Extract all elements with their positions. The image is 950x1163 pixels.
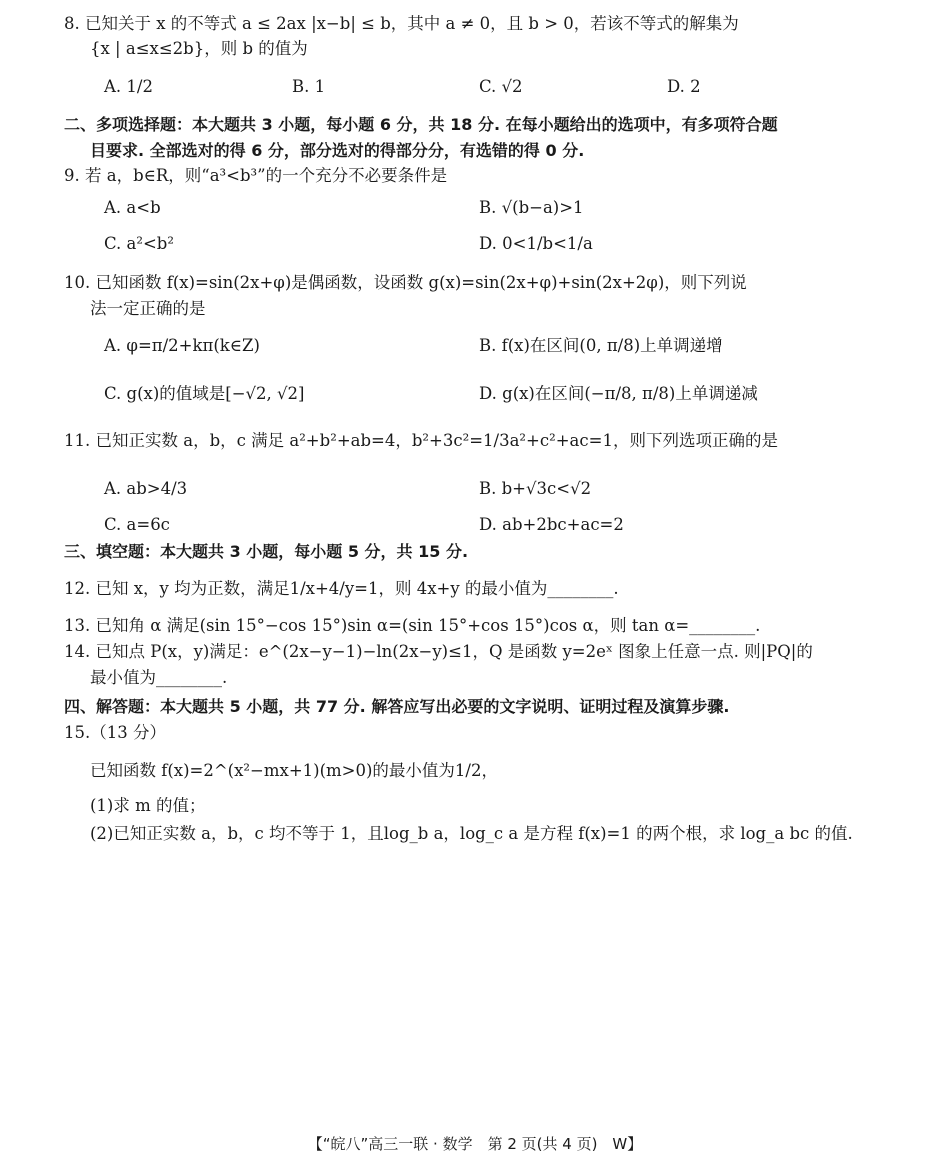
section2-line1: 二、多项选择题：本大题共 3 小题，每小题 6 分，共 18 分. 在每小题给出的选项中，有多项符合题 (64, 115, 778, 134)
section3-title: 三、填空题：本大题共 3 小题，每小题 5 分，共 15 分. (64, 542, 469, 561)
q9-option-c: C. a²<b² (104, 234, 174, 253)
q15-part1: (1)求 m 的值； (90, 796, 206, 815)
q13-text: 13. 已知角 α 满足(sin 15°−cos 15°)sin α=(sin 15°+cos 15°)cos α，则 tan α=________. (64, 616, 761, 635)
page-footer: 【“皖八”高三一联 · 数学 第 2 页(共 4 页) W】 (307, 1135, 643, 1153)
q9-option-b: B. √(b−a)>1 (479, 198, 584, 217)
q14-line1: 14. 已知点 P(x，y)满足：e^(2x−y−1)−ln(2x−y)≤1，Q 是函数 y=2eˣ 图象上任意一点. 则|PQ|的 (64, 642, 813, 661)
q10-option-a: A. φ=π/2+kπ(k∈Z) (104, 336, 260, 355)
q15-stem: 已知函数 f(x)=2^(x²−mx+1)(m>0)的最小值为1/2， (90, 761, 498, 780)
q9-option-a: A. a<b (104, 198, 161, 217)
q8-option-d: D. 2 (667, 77, 701, 96)
q11-option-a: A. ab>4/3 (104, 479, 188, 498)
q11-option-d: D. ab+2bc+ac=2 (479, 515, 624, 534)
q9-stem: 9. 若 a，b∈R，则“a³<b³”的一个充分不必要条件是 (64, 166, 448, 185)
q11-option-b: B. b+√3c<√2 (479, 479, 592, 498)
q10-line1: 10. 已知函数 f(x)=sin(2x+φ)是偶函数，设函数 g(x)=sin(2x+φ)+sin(2x+2φ)，则下列说 (64, 273, 747, 292)
q8-option-b: B. 1 (292, 77, 326, 96)
section4-title: 四、解答题：本大题共 5 小题，共 77 分. 解答应写出必要的文字说明、证明过程及演算步骤. (64, 697, 730, 716)
q9-option-d: D. 0<1/b<1/a (479, 234, 593, 253)
q14-line2: 最小值为________. (90, 668, 228, 687)
q8-option-a: A. 1/2 (104, 77, 153, 96)
q10-option-c: C. g(x)的值域是[−√2, √2] (104, 384, 305, 403)
q12-text: 12. 已知 x，y 均为正数，满足1/x+4/y=1，则 4x+y 的最小值为________. (64, 579, 619, 598)
q10-line2: 法一定正确的是 (90, 299, 206, 318)
q8-line2: {x | a≤x≤2b}，则 b 的值为 (90, 39, 308, 58)
q11-stem: 11. 已知正实数 a，b，c 满足 a²+b²+ab=4，b²+3c²=1/3a²+c²+ac=1，则下列选项正确的是 (64, 431, 778, 450)
section2-line2: 目要求. 全部选对的得 6 分，部分选对的得部分分，有选错的得 0 分. (90, 141, 585, 160)
q11-option-c: C. a=6c (104, 515, 170, 534)
q8-option-c: C. √2 (479, 77, 523, 96)
q15-part2: (2)已知正实数 a，b，c 均不等于 1，且log_b a，log_c a 是方程 f(x)=1 的两个根，求 log_a bc 的值. (90, 824, 853, 843)
q8-line1: 8. 已知关于 x 的不等式 a ≤ 2ax |x−b| ≤ b，其中 a ≠ 0，且 b > 0，若该不等式的解集为 (64, 14, 739, 33)
q10-option-b: B. f(x)在区间(0, π/8)上单调递增 (479, 336, 723, 355)
q10-option-d: D. g(x)在区间(−π/8, π/8)上单调递减 (479, 384, 758, 403)
q15-header: 15.（13 分） (64, 723, 166, 742)
